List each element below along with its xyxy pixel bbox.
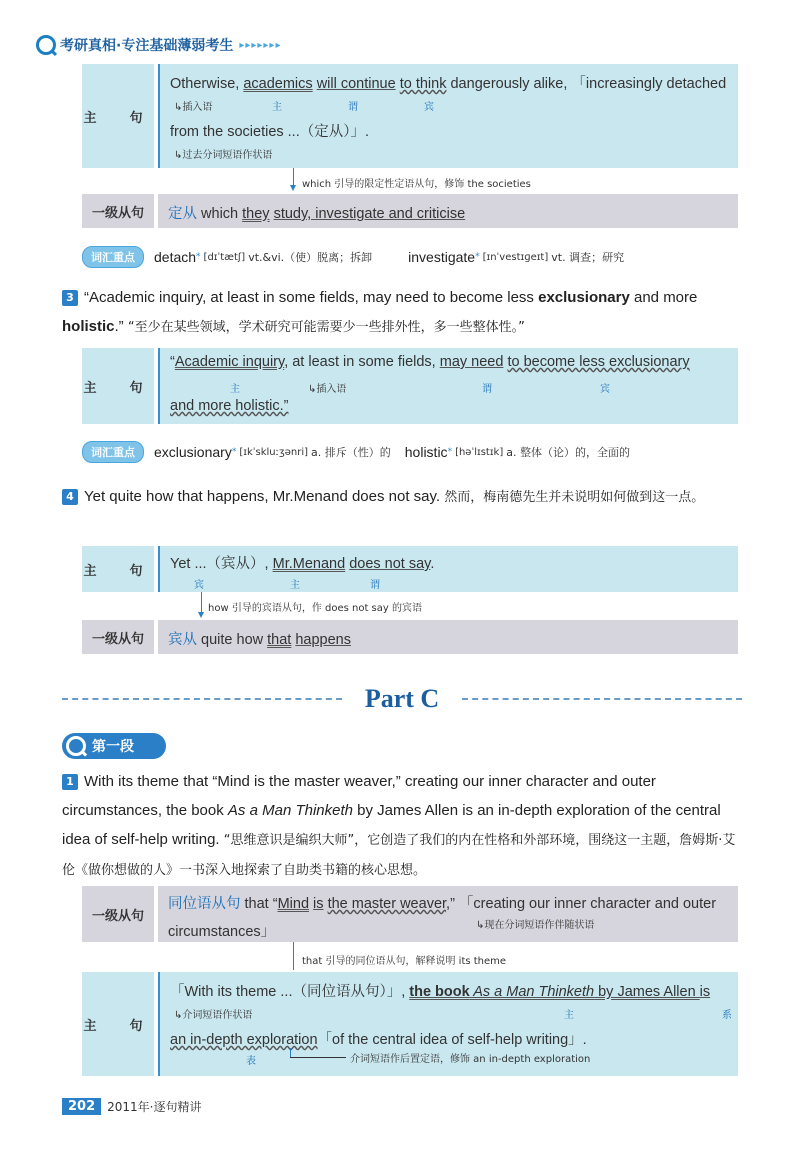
magnifier-icon — [66, 736, 86, 756]
clause-note: that 引导的同位语从句，解释说明 its theme — [302, 956, 507, 967]
subject-tag: 主 — [272, 102, 282, 113]
connector-arrow-icon — [198, 612, 204, 618]
analysis-block-2 — [82, 348, 738, 424]
star-icon: * — [231, 447, 237, 457]
star-icon: * — [196, 252, 201, 262]
clause-note: 介词短语作后置定语，修饰 an in-depth exploration — [350, 1054, 591, 1065]
predicative-tag: 表 — [246, 1056, 256, 1067]
predicate-tag: 谓 — [348, 102, 358, 113]
vocab-pill: 词汇重点 — [82, 441, 144, 463]
sub-clause-label: 一级从句 — [82, 620, 154, 654]
vocab-pron: [ɪnˈvestɪɡeɪt] — [482, 251, 549, 263]
vocab-def: a. 整体（论）的，全面的 — [506, 446, 630, 459]
sub-clause-line-1: 同位语从句 that “Mind is the master weaver,” 「creating our inner character and outer — [168, 896, 717, 912]
predicate-tag: 谓 — [482, 384, 492, 395]
star-icon: * — [447, 447, 453, 457]
main-clause-cell — [158, 546, 738, 592]
vocab-pron: [ɪkˈskluːʒənri] — [239, 446, 309, 458]
main-clause-label: 主 句 — [82, 64, 154, 168]
part-title: Part C — [364, 684, 440, 713]
part-c-heading — [62, 684, 742, 716]
divider — [462, 698, 742, 702]
predicate-tag: 谓 — [370, 580, 380, 591]
star-icon: * — [475, 252, 480, 262]
main-clause-label: 主 句 — [82, 972, 154, 1076]
vocab-def: vt. 调查；研究 — [551, 251, 625, 264]
section-title: 第一段 — [92, 739, 134, 755]
header-title: 考研真相·专注基础薄弱考生 — [60, 38, 234, 54]
sub-clause-cell — [158, 620, 738, 654]
vocab-pill: 词汇重点 — [82, 246, 144, 268]
vocab-pron: [həˈlɪstɪk] — [455, 446, 504, 458]
insert-tag: ↳插入语 — [174, 102, 213, 113]
subject-tag: 主 — [564, 1010, 574, 1021]
sentence-3: 3 “Academic inquiry, at least in some fields, may need to become less exclusionary and more holistic.” “至少在某些领域，学术研究可能需要少一些排外性，多一些整体性。” — [62, 289, 698, 335]
main-clause-label: 主 句 — [82, 348, 154, 424]
sub-clause-text: 宾从 quite how that happens — [168, 632, 351, 648]
sub-clause-label: 一级从句 — [82, 194, 154, 228]
main-clause-cell — [158, 348, 738, 424]
object-tag: 宾 — [194, 580, 204, 591]
connector-arrow-icon — [290, 185, 296, 191]
vocab-word: holistic — [404, 444, 448, 460]
vocab-word: exclusionary — [154, 444, 232, 460]
sentence-1: 1 With its theme that “Mind is the master weaver,” creating our inner character and outer circumstances, the book As a Man Thinketh by James Allen is an in-depth exploration of the central idea of self-help writing. “思维意识是编织大师”，它创造了我们的内在性格和外部环境，围绕这一主题，詹姆斯·艾伦《做你想做的人》一书深入地探索了自助类书籍的核心思想。 — [62, 773, 736, 878]
page-header — [36, 34, 281, 56]
main-clause-cell — [158, 64, 738, 168]
main-clause-line-1: Otherwise, academics will continue to think dangerously alike, 「increasingly detached — [170, 76, 727, 92]
clause-note: which 引导的限定性定语从句，修饰 the societies — [302, 179, 531, 190]
main-clause-line-1: “Academic inquiry, at least in some fields, may need to become less exclusionary — [170, 354, 690, 370]
subject-tag: 主 — [230, 384, 240, 395]
footer-text: 2011年·逐句精讲 — [107, 1100, 202, 1114]
sub-clause-cell — [158, 886, 738, 942]
main-clause-line-2: an in-depth exploration「of the central idea of self-help writing」. — [170, 1032, 587, 1048]
vocab-row-2 — [82, 441, 630, 463]
header-arrows-icon: ▸▸▸▸▸▸▸ — [239, 39, 282, 51]
page-number: 202 — [62, 1098, 101, 1115]
participle-tag: ↳现在分词短语作伴随状语 — [476, 920, 595, 931]
analysis-block-4 — [82, 886, 738, 1076]
connector-line — [201, 592, 202, 614]
magnifier-logo-icon — [36, 35, 56, 55]
main-clause-line-1: 「With its theme ...（同位语从句）」, the book As a Man Thinketh by James Allen is — [170, 984, 711, 1000]
sentence-number: 4 — [62, 489, 78, 505]
vocab-row-1 — [82, 246, 624, 268]
section-heading — [62, 733, 166, 759]
analysis-block-3 — [82, 546, 738, 654]
link-verb-tag: 系 — [722, 1010, 732, 1021]
sub-clause-cell — [158, 194, 738, 228]
insert-tag: ↳插入语 — [308, 384, 347, 395]
sentence-number: 1 — [62, 774, 78, 790]
main-clause-line-1: Yet ...（宾从）, Mr.Menand does not say. — [170, 556, 435, 572]
vocab-def: a. 排斥（性）的 — [311, 446, 391, 459]
main-clause-line-2: from the societies ...（定从）」. — [170, 124, 370, 140]
vocab-pron: [dɪˈtætʃ] — [203, 251, 246, 263]
vocab-word: detach — [154, 249, 197, 265]
main-clause-label: 主 句 — [82, 546, 154, 592]
prep-tag: ↳介词短语作状语 — [174, 1010, 253, 1021]
connector-line — [290, 1057, 346, 1058]
main-clause-cell — [158, 972, 738, 1076]
participle-tag: ↳过去分词短语作状语 — [174, 150, 273, 161]
connector-line — [293, 942, 294, 970]
main-clause-line-2: and more holistic.” — [170, 398, 289, 414]
object-tag: 宾 — [424, 102, 434, 113]
object-tag: 宾 — [600, 384, 610, 395]
vocab-def: vt.&vi.（使）脱离；拆卸 — [248, 251, 373, 264]
sentence-number: 3 — [62, 290, 78, 306]
vocab-word: investigate — [408, 249, 476, 265]
sub-clause-line-2: circumstances」 — [168, 924, 276, 940]
sub-clause-text: 定从 which they study, investigate and criticise — [168, 206, 466, 222]
analysis-block-1 — [82, 64, 738, 236]
sub-clause-label: 一级从句 — [82, 886, 154, 942]
page-footer — [62, 1098, 202, 1115]
sentence-4: 4 Yet quite how that happens, Mr.Menand does not say. 然而，梅南德先生并未说明如何做到这一点。 — [62, 482, 742, 512]
subject-tag: 主 — [290, 580, 300, 591]
clause-note: how 引导的宾语从句，作 does not say 的宾语 — [208, 603, 422, 614]
